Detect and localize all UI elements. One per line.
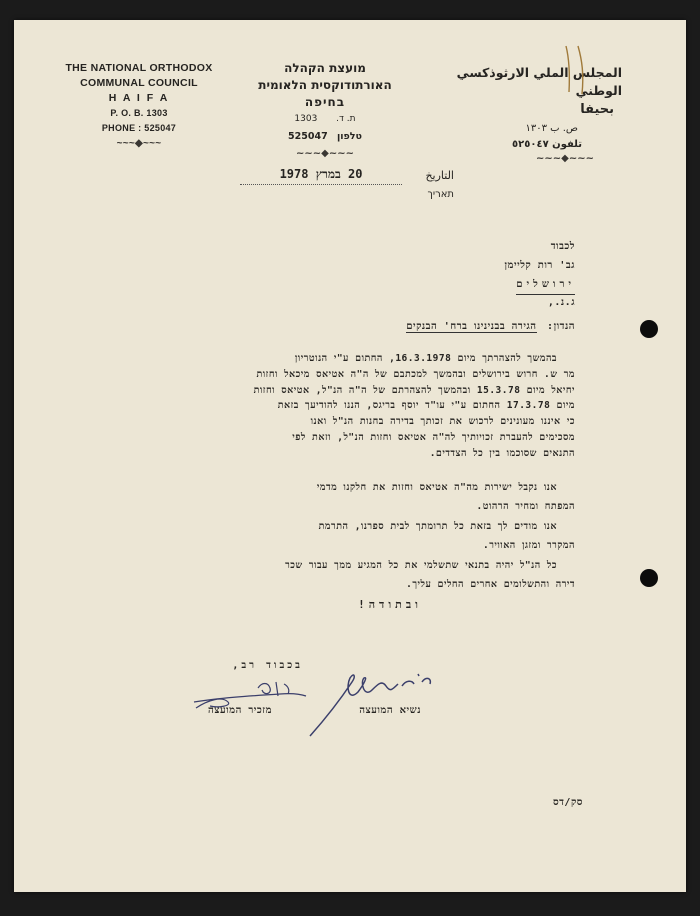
recipient-city: ירושלים bbox=[516, 275, 575, 295]
body-paragraph-4 bbox=[285, 556, 575, 594]
regards: בכבוד רב, bbox=[232, 660, 303, 671]
recipient-name: גב' רות קליימן bbox=[504, 260, 575, 271]
hebrew-pob: 1303 bbox=[294, 114, 318, 124]
hebrew-line2: האורתודוקסית הלאומית bbox=[258, 78, 392, 92]
subject-line bbox=[406, 321, 575, 332]
recipient-block bbox=[504, 237, 575, 295]
body-line: אנו נקבל ישירות מה"ה אטיאס וחזות את חלקנו מדמי bbox=[316, 482, 557, 493]
org-name-line2: COMMUNAL COUNCIL bbox=[80, 77, 198, 89]
hebrew-pob-label: ת. ד. bbox=[336, 114, 356, 124]
body-line: מסכימים להעברת זכויותיך לה"ה אטיאס וחזות הנ"ל, וזאת לפי bbox=[292, 431, 575, 443]
flourish-ornament: ~~~◆~~~ bbox=[296, 148, 354, 159]
flourish-ornament: ~~~◆~~~ bbox=[116, 138, 162, 149]
secretary-title: מזכיר המועצה bbox=[207, 705, 272, 716]
body-line: כי איננו מעונינים לרכוש את זכותך בדירה בחנות הנ"ל ואנו bbox=[310, 416, 575, 428]
body-line: מיום 17.3.78 החתום ע"י עו"ד יוסף בריגס, הננו להודיעך בזאת bbox=[277, 400, 575, 412]
pen-mark bbox=[560, 44, 594, 96]
date-label-hebrew: תאריך bbox=[427, 189, 454, 200]
binder-hole-top bbox=[640, 320, 658, 338]
body-line: המקרר ומזגן האוויר. bbox=[482, 540, 575, 551]
arabic-line2: بحيفا bbox=[580, 102, 614, 117]
body-line: כל הנ"ל יהיה בתנאי שתשלמי את כל המגיע ממך עבור שכר bbox=[285, 560, 557, 571]
subject-label: הנדון: bbox=[547, 321, 575, 332]
closing-thanks: ובתודה! bbox=[358, 598, 422, 611]
letter-page bbox=[14, 20, 686, 892]
flourish-ornament: ~~~◆~~~ bbox=[536, 153, 594, 164]
date-value: 20 במרץ 1978 bbox=[240, 167, 402, 185]
arabic-pob: ص. ب ١٣٠٣ bbox=[525, 123, 578, 134]
president-signature bbox=[306, 668, 436, 740]
body-line: מר ש. חרוש בירושלים ובהמשך למכתבם של ה"ה אטיאס מיכאל וחזות bbox=[256, 368, 575, 380]
org-name-line1: THE NATIONAL ORTHODOX bbox=[65, 62, 213, 74]
body-line: אנו מודים לך בזאת כל תרומתך לבית ספרנו, התרמת bbox=[318, 521, 557, 532]
body-line: המפתח ומחיר הרהוט. bbox=[476, 501, 575, 512]
hebrew-phone-label: טלפון bbox=[337, 131, 362, 142]
president-title: נשיא המועצה bbox=[359, 705, 421, 716]
body-paragraph-3 bbox=[319, 517, 575, 555]
org-pob: P. O. B. 1303 bbox=[110, 108, 168, 118]
subject-text: הגירה בבנינינו ברח' הבנקים bbox=[406, 321, 537, 332]
hebrew-phone-row bbox=[250, 128, 400, 145]
letterhead-hebrew bbox=[250, 60, 400, 162]
date-block bbox=[240, 167, 454, 213]
body-line: התנאים שסוכמו בין כל הצדדים. bbox=[429, 447, 575, 459]
recipient-greeting: לכבוד bbox=[550, 241, 575, 252]
reference-code: סק/דס bbox=[552, 797, 583, 808]
binder-hole-bottom bbox=[640, 569, 658, 587]
hebrew-pob-row bbox=[250, 111, 400, 128]
body-paragraph-1 bbox=[254, 351, 575, 462]
hebrew-line3: בחיפה bbox=[304, 95, 346, 109]
letterhead-english bbox=[54, 61, 224, 151]
arabic-phone: تلفون ٥٢٥٠٤٧ bbox=[512, 139, 582, 150]
arabic-line1: المجلس الملي الارثوذكسي الوطني bbox=[456, 65, 622, 98]
body-line: בהמשך להצהרתך מיום 16.3.1978, החתום ע"י הנוטריון bbox=[294, 353, 557, 364]
date-label-arabic: التاريخ bbox=[425, 169, 454, 182]
org-phone: PHONE : 525047 bbox=[101, 123, 177, 133]
letterhead-arabic bbox=[450, 64, 622, 164]
hebrew-phone: 525047 bbox=[288, 131, 328, 142]
hebrew-line1: מועצת הקהלה bbox=[284, 61, 366, 75]
body-line: דירה והתשלומים אחרים החלים עליך. bbox=[406, 579, 575, 590]
body-paragraph-2 bbox=[317, 478, 575, 516]
body-line: יחיאל מיום 15.3.78 ובהמשך להצהרתם של ה"ה הנ"ל, אטיאס וחזות bbox=[253, 384, 575, 396]
salutation: ג.נ., bbox=[547, 297, 575, 308]
org-city: H A I F A bbox=[108, 92, 170, 104]
